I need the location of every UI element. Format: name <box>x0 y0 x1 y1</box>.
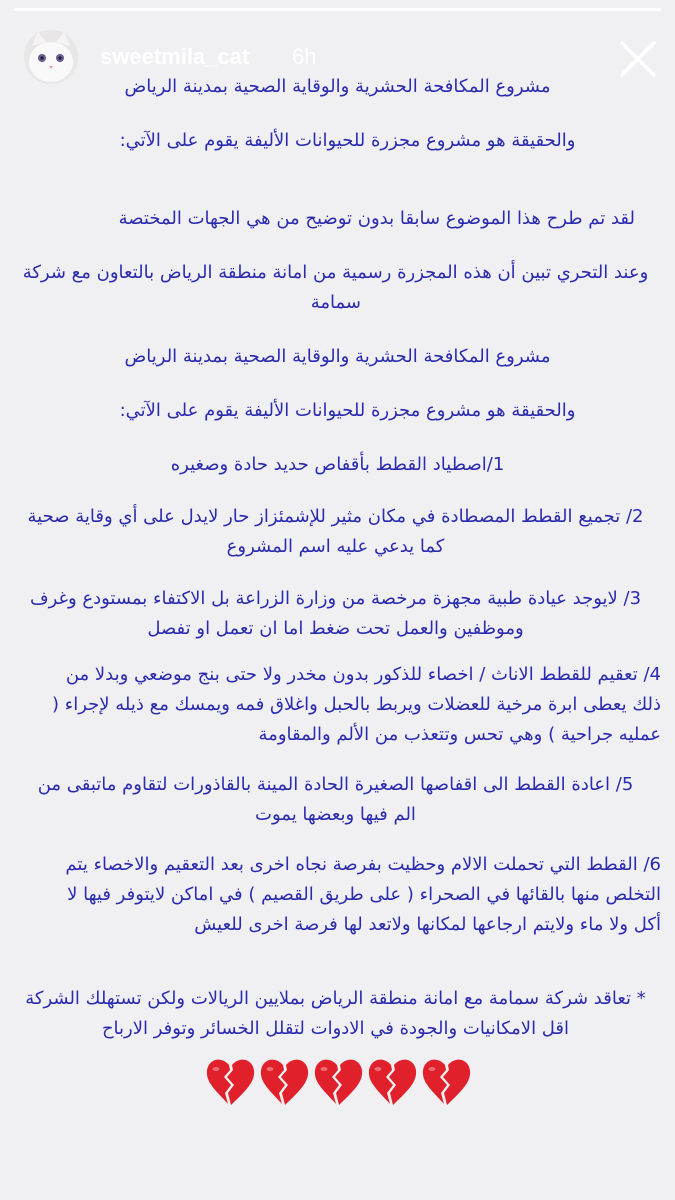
list-item-line: 2/ تجميع القطط المصطادة في مكان مثير للإشمئزاز حار لايدل على أي وقاية صحية <box>27 506 644 527</box>
list-item-line: 5/ اعادة القطط الى اقفاصها الصغيرة الحادة المينة بالقاذورات لتقاوم ماتبقى من <box>37 774 634 795</box>
list-item-line: ذلك يعطى ابرة مرخية للعضلات ويربط بالحبل واغلاق فمه ويمسك مع ذيله لإجراء ( <box>52 694 661 715</box>
intro-line: والحقيقة هو مشروع مجزرة للحيوانات الأليفة يقوم على الآتي: <box>119 130 576 151</box>
list-item-line: عمليه جراحية ) وهي تحس وتتعذب من الألم والمقاومة <box>258 724 661 745</box>
list-item-line: الم فيها وبعضها يموت <box>255 804 416 825</box>
avatar[interactable] <box>24 30 78 84</box>
list-item-line: 6/ القطط التي تحملت الالام وحظيت بفرصة نجاه اخرى بعد التعقيم والاخصاء يتم <box>65 854 661 875</box>
list-item <box>10 584 661 644</box>
broken-heart-icon <box>313 1058 363 1106</box>
footnote-line: * تعاقد شركة سمامة مع امانة منطقة الرياض بملايين الريالات ولكن تستهلك الشركة <box>25 988 646 1009</box>
paragraph-line: سمامة <box>310 292 361 313</box>
close-icon <box>616 37 660 81</box>
post-time: 6h <box>292 44 317 69</box>
broken-heart-icon <box>367 1058 417 1106</box>
paragraph-line: وعند التحري تبين أن هذه المجزرة رسمية من امانة منطقة الرياض بالتعاون مع شركة <box>22 262 649 283</box>
footnote <box>10 984 661 1044</box>
paragraph <box>10 258 661 318</box>
list-item <box>10 850 661 940</box>
username[interactable]: sweetmila_cat <box>100 44 250 69</box>
title-line: مشروع المكافحة الحشرية والوقاية الصحية بمدينة الرياض <box>124 76 551 97</box>
close-button[interactable] <box>616 37 660 81</box>
story-progress-bar <box>14 8 661 11</box>
list-item-line: كما يدعي عليه اسم المشروع <box>226 536 445 557</box>
paragraph-line: لقد تم طرح هذا الموضوع سابقا بدون توضيح من هي الجهات المختصة <box>118 208 635 229</box>
list-item-line: أكل ولا ماء ولايتم ارجاعها لمكانها ولاتعد لها فرصة اخرى للعيش <box>194 914 661 935</box>
broken-heart-icon <box>421 1058 471 1106</box>
list-item <box>10 502 661 562</box>
list-item-line: التخلص منها بالقائها في الصحراء ( على طريق القصيم ) في اماكن لايتوفر فيها لا <box>67 884 661 905</box>
paragraph-line: والحقيقة هو مشروع مجزرة للحيوانات الأليفة يقوم على الآتي: <box>119 400 576 421</box>
list-item-line: 4/ تعقيم للقطط الاناث / اخصاء للذكور بدون مخدر ولا حتى بنج موضعي وبدلا من <box>65 664 661 685</box>
footnote-line: اقل الامكانيات والجودة في الادوات لتقلل الخسائر وتوفر الارباح <box>101 1018 570 1039</box>
paragraph-line: مشروع المكافحة الحشرية والوقاية الصحية بمدينة الرياض <box>124 346 551 367</box>
list-item-line: وموظفين والعمل تحت ضغط اما ان تعمل او تفصل <box>147 618 524 639</box>
list-item-line: 3/ لايوجد عيادة طبية مجهزة مرخصة من وزارة الزراعة بل الاكتفاء بمستودع وغرف <box>29 588 642 609</box>
broken-heart-icon <box>205 1058 255 1106</box>
list-item: 1/اصطياد القطط بأقفاص حديد حادة وصغيره <box>170 454 505 475</box>
list-item <box>10 770 661 830</box>
broken-heart-icon <box>259 1058 309 1106</box>
list-item <box>10 660 661 750</box>
broken-hearts-row <box>205 1058 475 1108</box>
cat-avatar-image <box>24 30 78 84</box>
